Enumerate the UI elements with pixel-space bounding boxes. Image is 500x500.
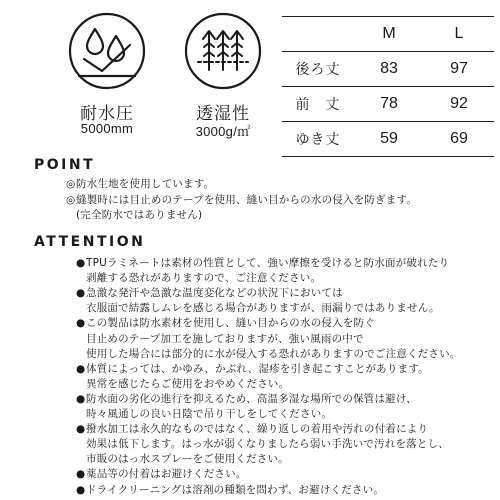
list-item-text: 目止めのテープ加工を施しておりますが、強い風雨の中で [86,332,364,345]
bullet-mark: ● [76,423,86,436]
list-item [76,256,449,270]
list-item-text: この製品は防水素材を使用し、縫い目からの水の侵入を防ぐ [86,317,375,330]
list-item [66,177,214,191]
bullet-mark: ◎ [66,193,76,206]
list-item-text: 効果は低下します。はっ水が弱くなりましたら弱い手洗いで汚れを落とし、 [86,438,449,451]
cell-sleeve-length-l: 69 [424,122,494,157]
row-label-back-length: 後ろ丈 [282,52,354,87]
table-row [282,87,494,122]
list-item [76,392,417,406]
list-item-text: 市販のはっ水スプレーをご使用ください。 [86,453,289,466]
list-item-text: 防水生地を使用しています。 [76,178,215,190]
breathable-arrows-icon [184,12,262,90]
bullet-mark: ● [76,287,86,300]
list-item [76,332,364,346]
breathability-label: 透湿性 [196,104,250,124]
list-item [76,316,375,330]
bullet-mark: ● [76,257,86,269]
list-item-text: 衣服面で結露しムレを感じる場合がありますが、雨漏りではありません。 [86,302,440,315]
list-item [76,452,289,466]
breathability-value: 3000g/㎡ [195,124,251,139]
list-item-text: 急激な発汗や急激な温度変化などの状況下においては [86,287,343,300]
bullet-mark: ● [76,362,86,375]
cell-back-length-l: 97 [424,52,494,87]
list-item-text: 撥水加工は永久的なものではなく、繰り返しの着用や汚れの付着により [86,423,429,436]
bullet-mark: ● [76,483,86,496]
list-item-text: 防水面の劣化の進行を抑えるため、高温多湿な場所での保管は避け、 [86,392,417,405]
list-item [76,467,247,481]
size-table-corner [282,17,354,52]
list-item [76,483,384,497]
size-table-header [282,17,494,52]
table-row [282,122,494,157]
table-row [282,52,494,87]
size-column-l: L [424,17,494,52]
list-item-text: TPUラミネートは素材の性質として、強い摩擦を受けると防水面が破れたり [86,257,450,269]
waterproof-drops-icon [68,12,146,90]
cell-front-length-l: 92 [424,87,494,122]
list-item [76,271,321,285]
point-heading: POINT [34,157,96,173]
list-item [76,377,289,391]
list-item [76,347,461,361]
list-item-text: 縫製時には目止めのテープを使用、縫い目からの水の侵入を防ぎます。 [76,193,418,206]
waterproof-label: 耐水圧 [80,104,134,124]
list-item-text: 時々風通しの良い日陰で吊り干しをしてください。 [86,408,333,420]
list-item-text: ドライクリーニングは溶剤の種類を問わず、お避けください。 [86,483,385,496]
list-item [76,301,440,315]
list-item-text: (完全防水ではありません) [76,209,203,221]
list-item [76,407,332,421]
bullet-mark: ● [76,468,86,481]
attention-heading: ATTENTION [34,234,146,250]
cell-sleeve-length-m: 59 [354,122,424,157]
list-item-text: 薬品等の付着はお避けください。 [86,468,247,481]
list-item-text: 体質によっては、かゆみ、かぶれ、湿疹を引き起こすことがあります。 [86,362,429,375]
bullet-mark: ● [76,392,86,405]
waterproof-value: 5000mm [80,121,134,136]
bullet-mark: ◎ [66,178,76,190]
cell-front-length-m: 78 [354,87,424,122]
list-item [76,362,429,376]
size-table [282,16,494,157]
list-item [66,208,202,222]
bullet-mark: ● [76,317,86,330]
list-item [66,193,417,207]
row-label-sleeve-length: ゆき丈 [282,122,354,157]
list-item-text: 異常を感じたらご使用をおやめください。 [86,377,290,390]
list-item-text: 使用した場合には部分的に水が侵入する恐れがありますのでご注意ください。 [86,347,461,360]
size-column-m: M [354,17,424,52]
list-item [76,422,428,436]
list-item-text: 剥離する恐れがありますので、ご注意ください。 [86,272,322,285]
cell-back-length-m: 83 [354,52,424,87]
row-label-front-length: 前 丈 [282,87,354,122]
list-item [76,437,449,451]
list-item [76,286,343,300]
